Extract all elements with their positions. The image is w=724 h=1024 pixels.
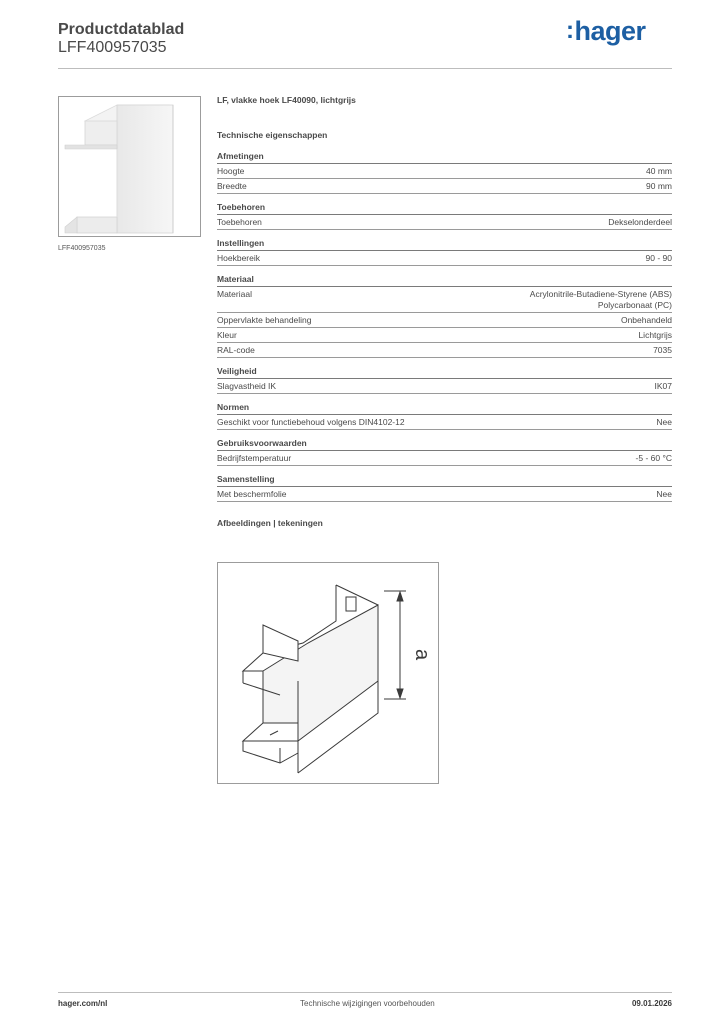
spec-group-title: Normen [217,402,672,415]
spec-label: Bedrijfstemperatuur [217,453,292,463]
spec-label: Hoekbereik [217,253,260,263]
spec-row [217,328,672,343]
spec-label: Met beschermfolie [217,489,287,499]
spec-value-line: Nee [656,417,672,427]
spec-row [217,487,672,502]
spec-group-title: Materiaal [217,274,672,287]
spec-value [646,166,672,177]
spec-value [656,417,672,428]
spec-value-line: 90 - 90 [645,253,672,263]
spec-value-line: Acrylonitrile-Butadiene-Styrene (ABS) [529,289,672,299]
spec-label: Oppervlakte behandeling [217,315,312,325]
spec-value [646,181,672,192]
spec-row [217,287,672,313]
section-title: Technische eigenschappen [217,130,328,140]
spec-row [217,415,672,430]
spec-group [217,202,672,230]
product-photo [58,96,201,237]
spec-value [646,253,672,264]
product-photo-image [59,97,200,236]
spec-label: Materiaal [217,289,252,299]
spec-value [653,345,672,356]
technical-drawing-image [218,563,438,783]
spec-label: Toebehoren [217,217,262,227]
spec-value-line: Dekselonderdeel [608,217,672,227]
logo-colon: : [566,17,574,44]
spec-value [638,330,672,341]
footer-website-link[interactable]: hager.com/nl [58,999,108,1008]
spec-group [217,238,672,266]
spec-value [655,381,673,392]
spec-value-line: Onbehandeld [620,315,672,325]
spec-value [621,315,672,326]
hager-logo [566,16,646,47]
spec-value [656,489,672,500]
spec-value-line: IK07 [654,381,672,391]
spec-group-title: Samenstelling [217,474,672,487]
spec-value-line: -5 - 60 °C [635,453,672,463]
spec-value [636,453,672,464]
spec-value [530,289,672,311]
footer-divider [58,992,672,993]
drawings-title: Afbeeldingen | tekeningen [217,518,323,528]
spec-label: Hoogte [217,166,245,176]
spec-label: Kleur [217,330,237,340]
spec-group [217,474,672,502]
footer-disclaimer: Technische wijzigingen voorbehouden [300,999,435,1008]
spec-group-title: Gebruiksvoorwaarden [217,438,672,451]
spec-value [608,217,672,228]
spec-group [217,366,672,394]
photo-caption: LFF400957035 [58,245,106,252]
spec-group [217,438,672,466]
header-divider [58,68,672,69]
spec-row [217,164,672,179]
spec-value-line: Polycarbonaat (PC) [597,300,672,310]
spec-group [217,151,672,194]
spec-group-title: Instellingen [217,238,672,251]
spec-value-line: Lichtgrijs [638,330,672,340]
footer-date: 09.01.2026 [631,999,672,1008]
spec-group-title: Afmetingen [217,151,672,164]
logo-text: hager [574,16,646,46]
product-title: LF, vlakke hoek LF40090, lichtgrijs [217,95,356,105]
spec-label: RAL-code [217,345,255,355]
spec-value-line: 90 mm [646,181,672,191]
spec-group-title: Toebehoren [217,202,672,215]
spec-label: Geschikt voor functiebehoud volgens DIN4102-12 [217,417,405,427]
spec-value-line: 7035 [653,345,672,355]
spec-group [217,274,672,358]
technical-drawing [217,562,439,784]
spec-row [217,179,672,194]
spec-groups [217,151,672,502]
spec-value-line: 40 mm [646,166,672,176]
spec-group [217,402,672,430]
spec-group-title: Veiligheid [217,366,672,379]
spec-row [217,313,672,328]
spec-row [217,251,672,266]
spec-label: Breedte [217,181,247,191]
article-number: LFF400957035 [58,39,167,56]
spec-label: Slagvastheid IK [217,381,277,391]
dimension-label: a [411,649,433,661]
spec-row [217,451,672,466]
spec-value-line: Nee [656,489,672,499]
spec-row [217,215,672,230]
spec-row [217,379,672,394]
spec-row [217,343,672,358]
page-title: Productdatablad [58,21,185,38]
spec-sheet [217,95,672,528]
